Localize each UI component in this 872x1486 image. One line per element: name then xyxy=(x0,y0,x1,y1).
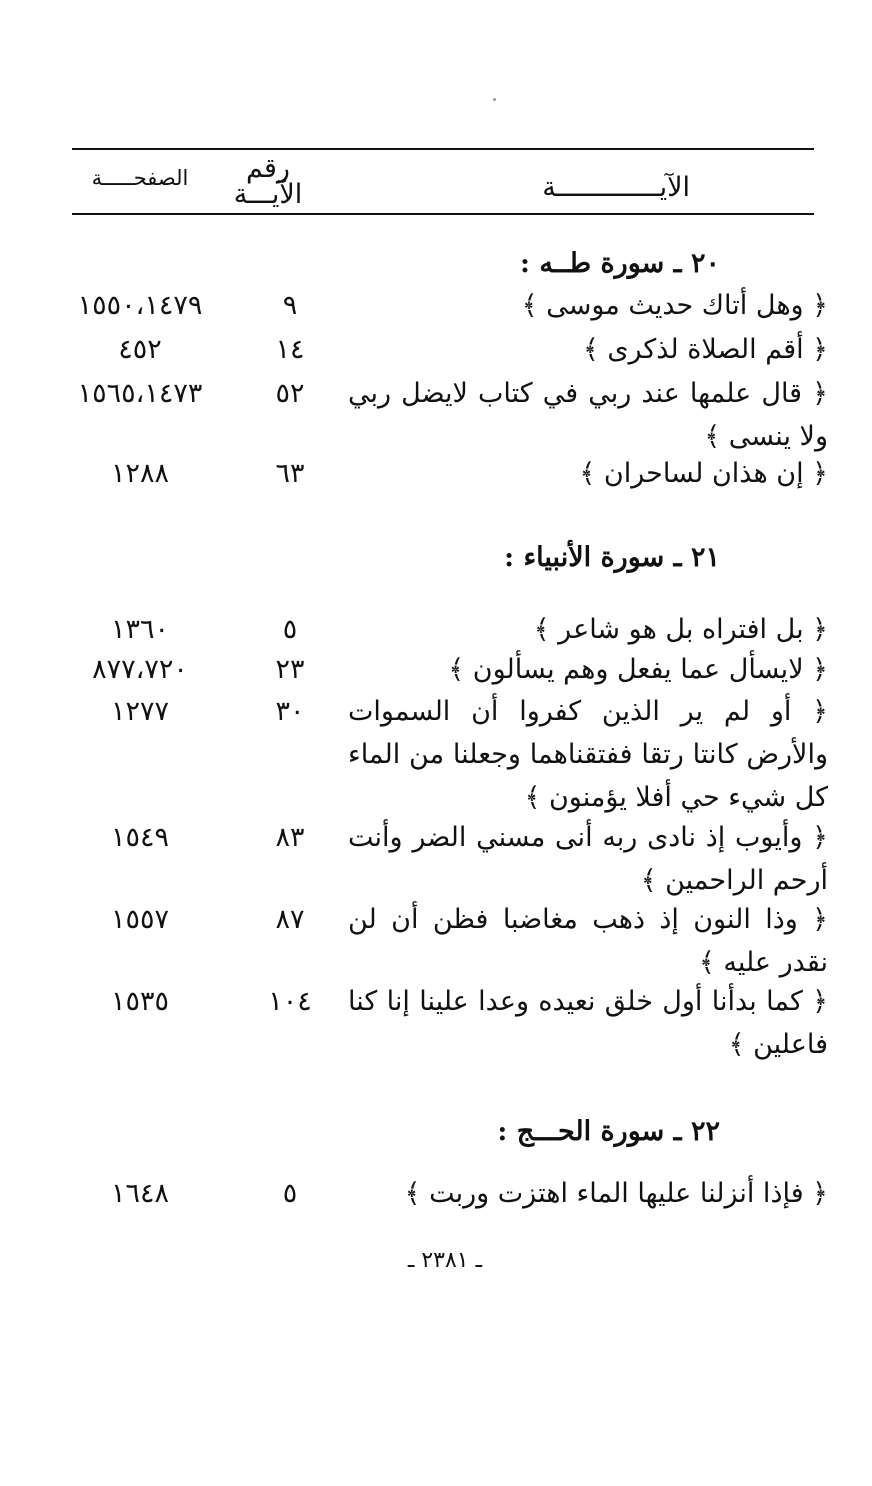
verse-number-header-line1: رقم xyxy=(246,153,290,184)
verse-number: ٨٣ xyxy=(275,822,305,853)
verse-number: ٣٠ xyxy=(275,696,305,727)
verse-number: ٨٧ xyxy=(275,904,305,935)
verse-text: ﴿ بل افتراه بل هو شاعر ﴾ xyxy=(533,614,828,645)
page-number: ـ ٢٣٨١ ـ xyxy=(407,1248,483,1273)
header-top-rule xyxy=(72,148,814,150)
page-reference: ١٦٤٨ xyxy=(110,1178,169,1209)
surah-heading: ٢١ ـ سورة الأنبياء : xyxy=(504,542,720,573)
page-reference: ١٢٧٧ xyxy=(110,696,169,727)
header-bottom-rule xyxy=(72,213,814,215)
verse-text: ﴿ كما بدأنا أول خلق نعيده وعدا علينا إنا كنا فاعلين ﴾ xyxy=(348,986,828,1060)
verse-number: ٥ xyxy=(282,1178,298,1209)
verse-number: ٢٣ xyxy=(275,654,305,685)
page-reference: ٤٥٢ xyxy=(118,334,162,365)
verse-number: ٩ xyxy=(282,290,298,321)
page-reference: ١٥٦٥،١٤٧٣ xyxy=(77,378,203,409)
page-reference: ٨٧٧،٧٢٠ xyxy=(92,654,188,685)
speck xyxy=(493,98,496,101)
page-reference: ١٥٥٧ xyxy=(110,904,169,935)
verse-number-header-line2: الآيـــة xyxy=(233,179,303,210)
surah-heading: ٢٢ ـ سورة الحـــج : xyxy=(497,1116,720,1147)
page-reference: ١٥٤٩ xyxy=(110,822,169,853)
verse-text: ﴿ أو لم ير الذين كفروا أن السموات والأرض كانتا رتقا ففتقناهما وجعلنا من الماء كل شيء حي أفلا يؤمنون ﴾ xyxy=(348,696,828,813)
verse-number: ١٠٤ xyxy=(268,986,312,1017)
verse-number: ٦٣ xyxy=(275,458,305,489)
verse-text: ﴿ فإذا أنزلنا عليها الماء اهتزت وربت ﴾ xyxy=(404,1178,828,1209)
verse-text: ﴿ أقم الصلاة لذكرى ﴾ xyxy=(582,334,828,365)
surah-heading: ٢٠ ـ سورة طــه : xyxy=(519,248,720,279)
verse-text: ﴿ وذا النون إذ ذهب مغاضبا فظن أن لن نقدر عليه ﴾ xyxy=(348,904,828,978)
verse-column-header: الآيـــــــــــــة xyxy=(542,172,690,203)
page-column-header: الصفحـــــة xyxy=(91,166,189,190)
verse-number: ٥٢ xyxy=(275,378,305,409)
page-reference: ١٢٨٨ xyxy=(110,458,169,489)
verse-text: ﴿ وهل أتاك حديث موسى ﴾ xyxy=(521,290,828,321)
verse-text: ﴿ وأيوب إذ نادى ربه أنى مسني الضر وأنت أرحم الراحمين ﴾ xyxy=(348,822,828,896)
page-reference: ١٥٣٥ xyxy=(110,986,169,1017)
verse-number-column-header xyxy=(218,153,318,210)
page-reference: ١٥٥٠،١٤٧٩ xyxy=(77,290,203,321)
verse-number: ٥ xyxy=(282,614,298,645)
verse-text: ﴿ لايسأل عما يفعل وهم يسألون ﴾ xyxy=(448,654,828,685)
page-reference: ١٣٦٠ xyxy=(110,614,169,645)
verse-number: ١٤ xyxy=(275,334,305,365)
verse-text: ﴿ قال علمها عند ربي في كتاب لايضل ربي ولا ينسى ﴾ xyxy=(348,378,828,452)
verse-text: ﴿ إن هذان لساحران ﴾ xyxy=(579,458,828,489)
